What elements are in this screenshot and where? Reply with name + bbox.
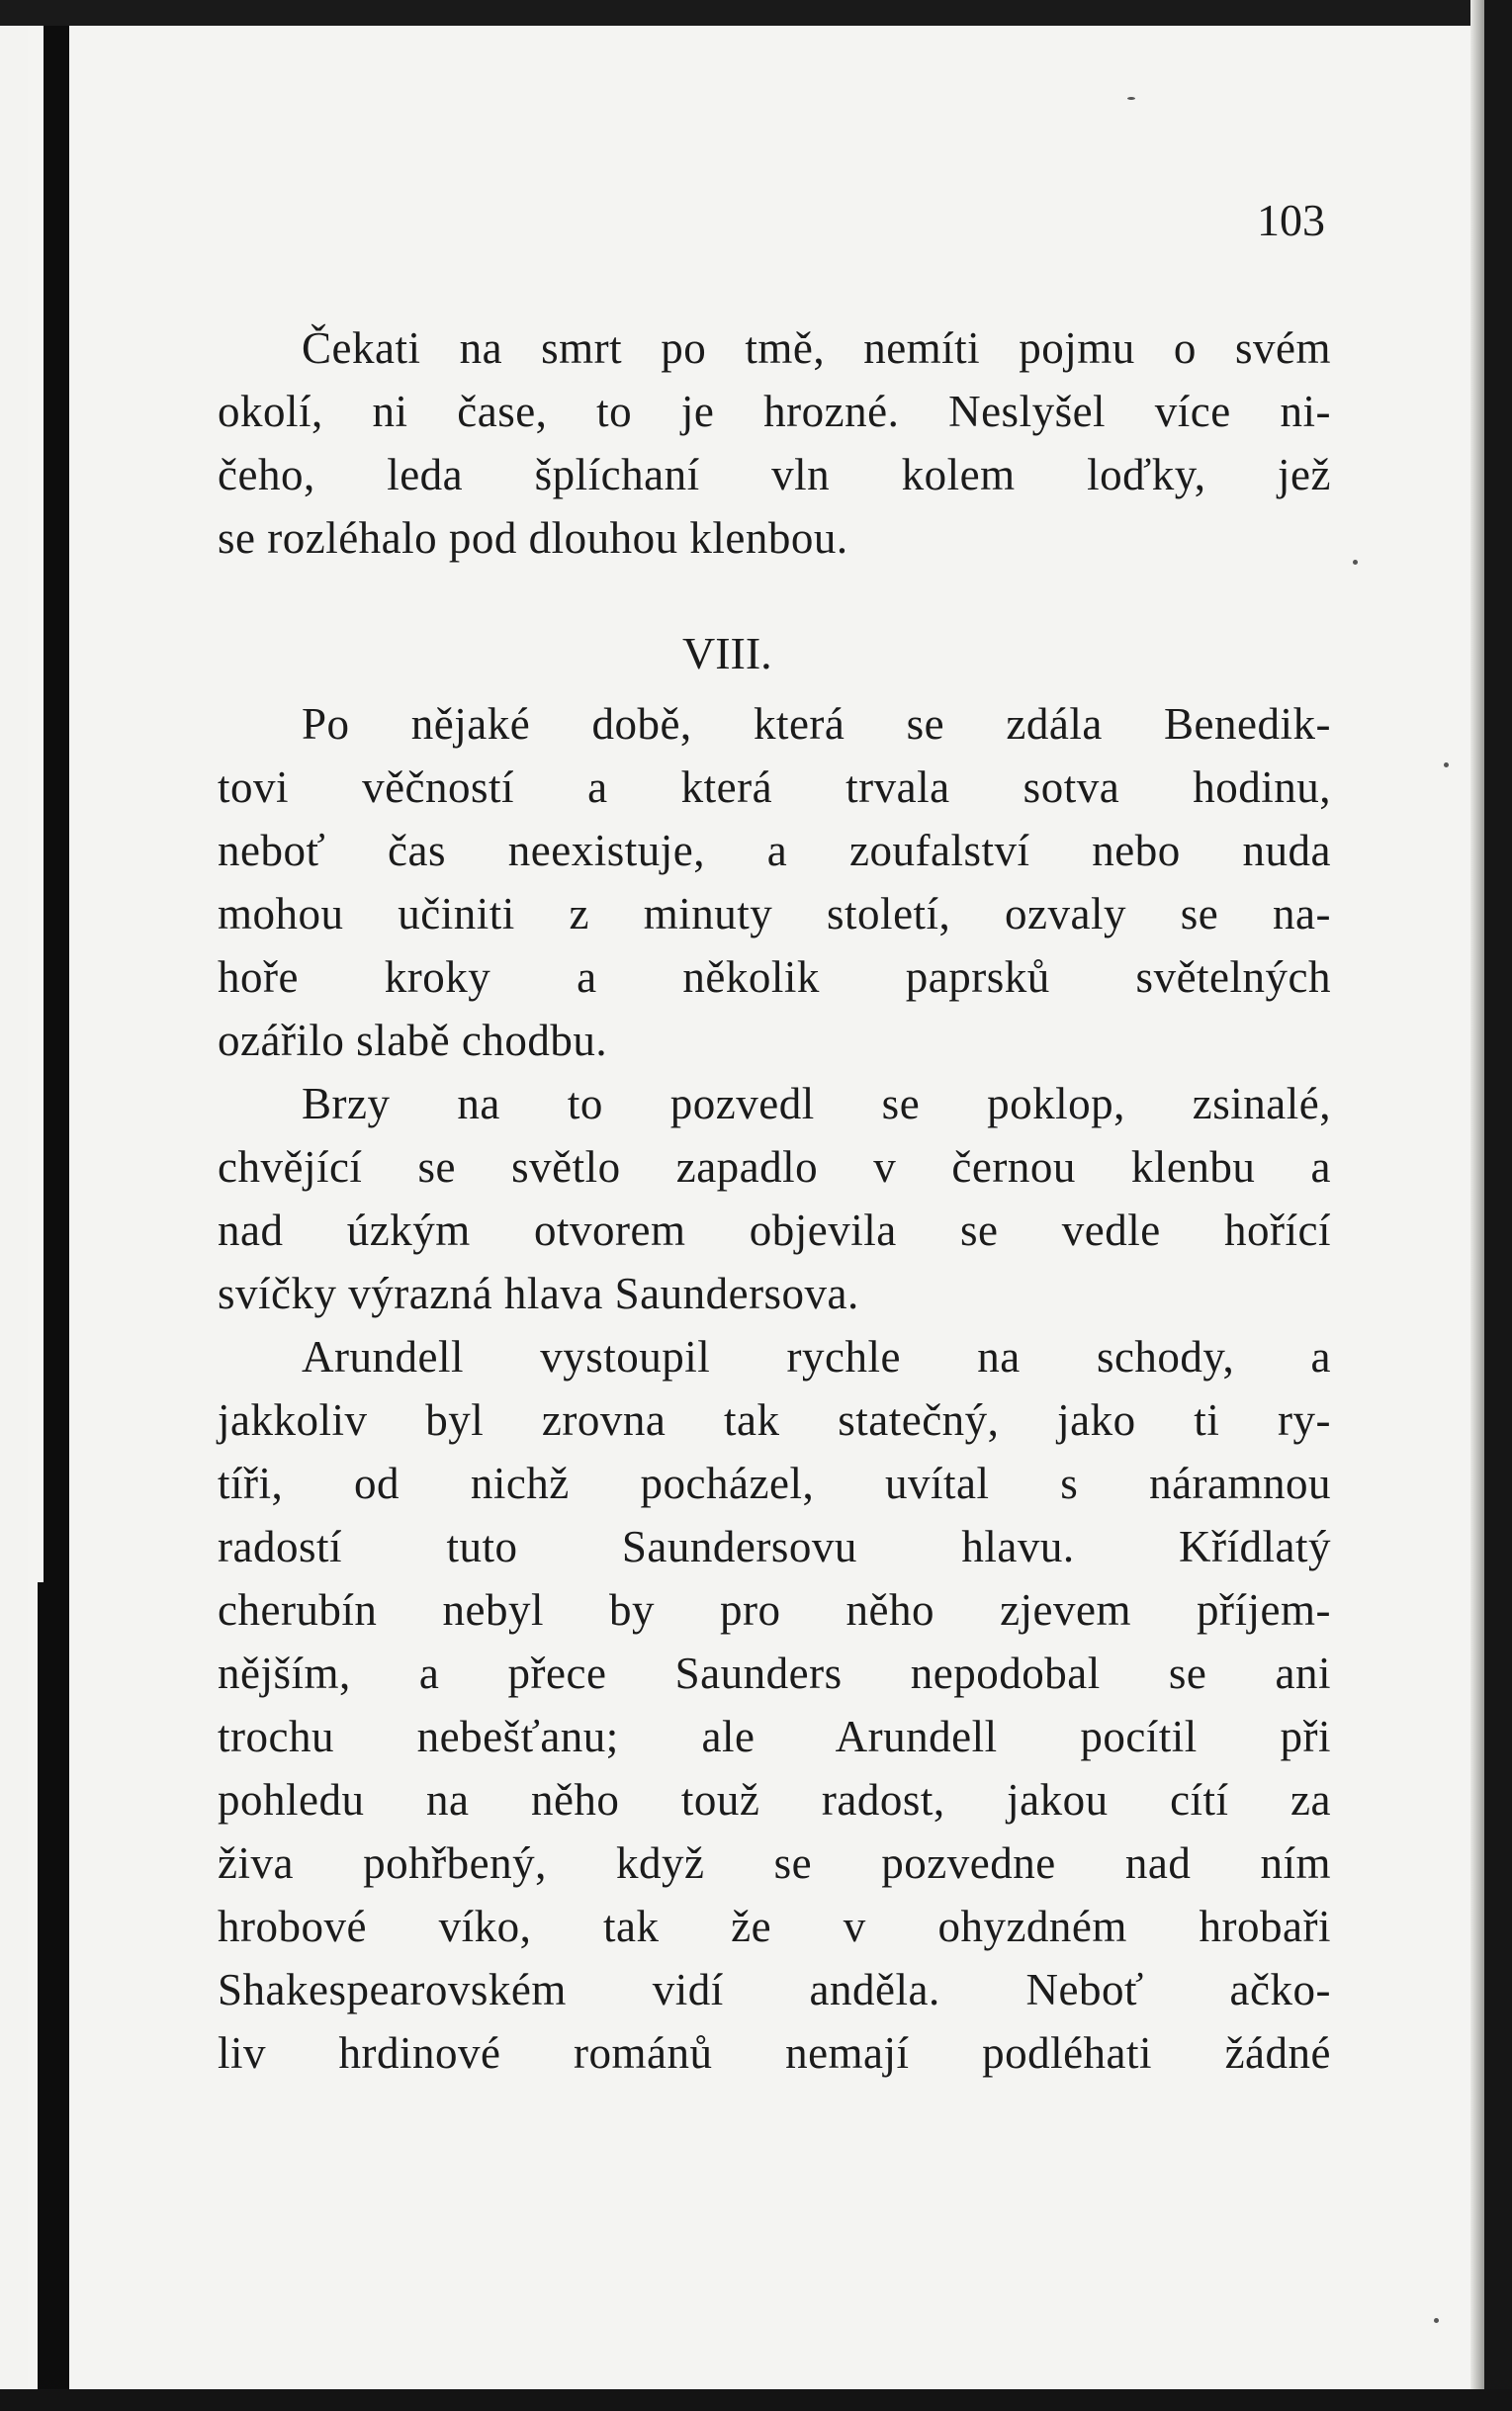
text-line: ozářilo slabě chodbu. <box>218 1016 608 1065</box>
scan-page-edge-shadow <box>1470 0 1484 2411</box>
text-line: se rozléhalo pod dlouhou klenbou. <box>218 513 848 563</box>
text-line: nad úzkým otvorem objevila se vedle hořící <box>218 1206 1331 1255</box>
text-line: Brzy na to pozvedl se poklop, zsinalé, <box>302 1079 1331 1128</box>
text-line: Shakespearovském vidí anděla. Neboť ačko- <box>218 1965 1331 2014</box>
scan-top-edge <box>0 0 1512 26</box>
text-line: tovi věčností a která trvala sotva hodinu, <box>218 762 1331 812</box>
text-line: chvějící se světlo zapadlo v černou klenbu a <box>218 1142 1331 1192</box>
text-line: hrobové víko, tak že v ohyzdném hrobaři <box>218 1902 1331 1951</box>
text-line: Arundell vystoupil rychle na schody, a <box>302 1332 1331 1382</box>
scan-speck <box>1353 560 1358 565</box>
text-line: nějším, a přece Saunders nepodobal se ani <box>218 1649 1331 1698</box>
text-line: hoře kroky a několik paprsků světelných <box>218 952 1331 1002</box>
text-line: liv hrdinové románů nemají podléhati žádné <box>218 2028 1331 2078</box>
text-line: okolí, ni čase, to je hrozné. Neslyšel více ni- <box>218 387 1331 436</box>
page-number: 103 <box>1257 195 1325 245</box>
book-page <box>69 26 1443 2389</box>
text-line: čeho, leda šplíchaní vln kolem loďky, jež <box>218 450 1331 499</box>
text-line: jakkoliv byl zrovna tak statečný, jako ti ry- <box>218 1395 1331 1445</box>
scan-left-margin <box>0 0 28 2411</box>
text-line: pohledu na něho touž radost, jakou cítí za <box>218 1775 1331 1825</box>
scan-bottom-edge <box>0 2389 1512 2411</box>
chapter-heading: VIII. <box>682 628 772 678</box>
text-line: svíčky výrazná hlava Saundersova. <box>218 1269 859 1318</box>
text-line: cherubín nebyl by pro něho zjevem příjem- <box>218 1585 1331 1635</box>
scan-speck <box>1444 762 1449 767</box>
scan-speck <box>1127 97 1135 100</box>
scan-binding-shadow-lower <box>38 1582 47 2411</box>
text-line: trochu nebešťanu; ale Arundell pocítil při <box>218 1712 1331 1761</box>
scan-right-edge <box>1484 0 1512 2411</box>
text-line: živa pohřbený, když se pozvedne nad ním <box>218 1838 1331 1888</box>
text-line: Po nějaké době, která se zdála Benedik- <box>302 699 1331 749</box>
scan-speck <box>1434 2318 1439 2323</box>
text-line: mohou učiniti z minuty století, ozvaly se na- <box>218 889 1331 938</box>
text-line: Čekati na smrt po tmě, nemíti pojmu o svém <box>302 323 1331 373</box>
text-line: radostí tuto Saundersovu hlavu. Křídlatý <box>218 1522 1331 1571</box>
text-line: neboť čas neexistuje, a zoufalství nebo nuda <box>218 826 1331 875</box>
text-line: tíři, od nichž pocházel, uvítal s náramnou <box>218 1459 1331 1508</box>
